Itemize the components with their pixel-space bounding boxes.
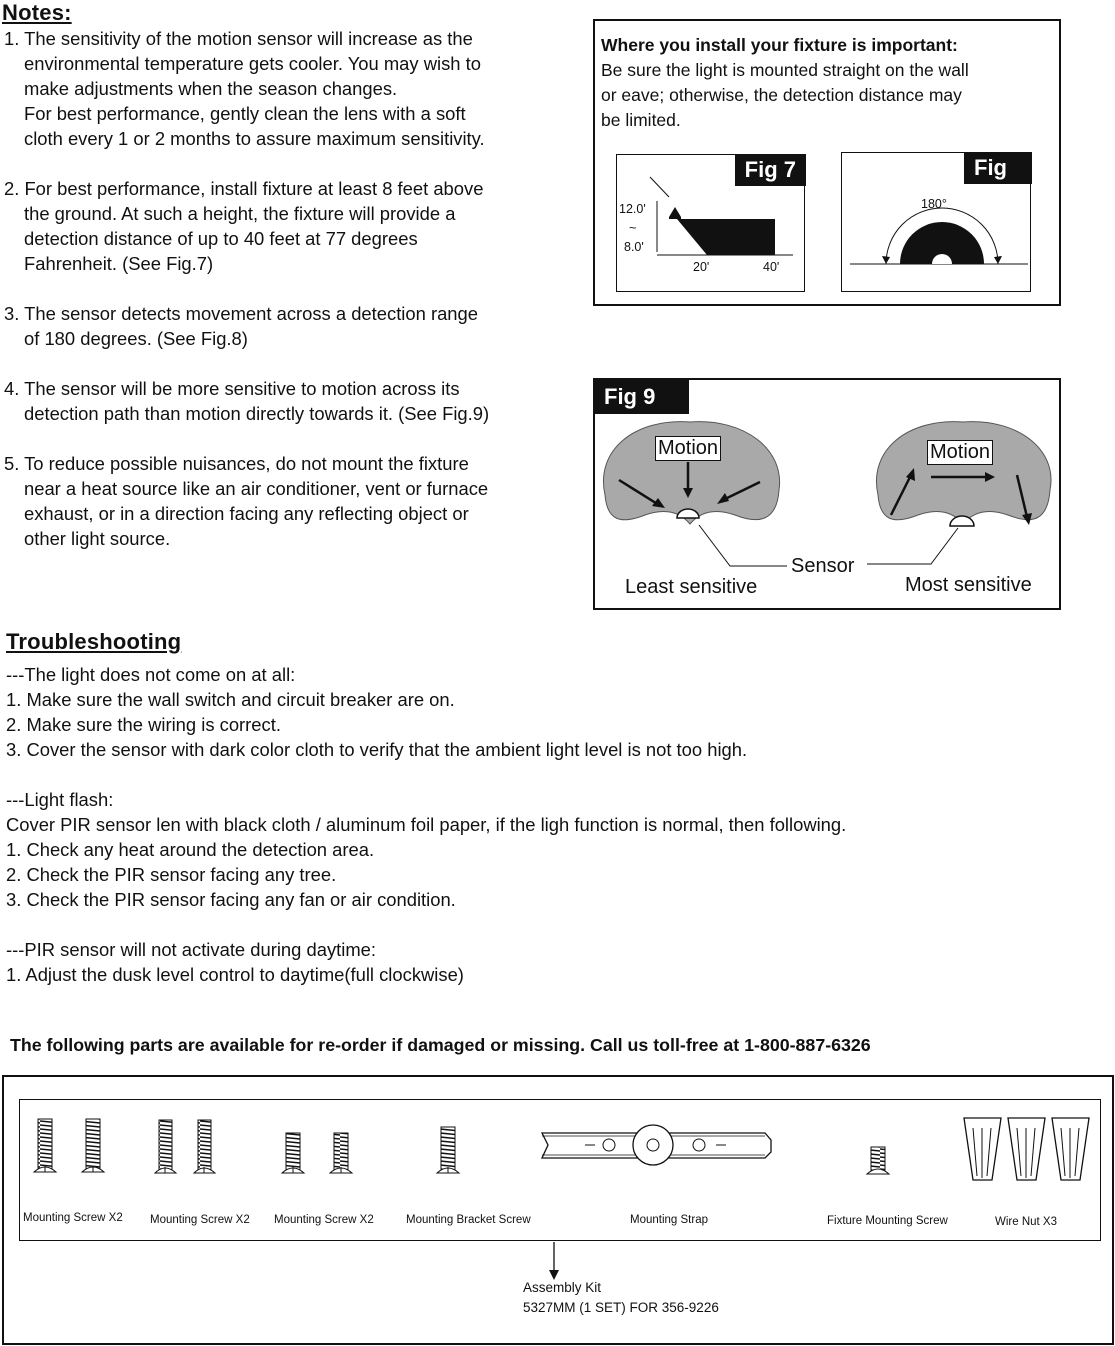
fig7-pointer-line bbox=[650, 177, 669, 197]
fig9-leader-line bbox=[867, 528, 958, 564]
fig9-leader-line bbox=[699, 525, 787, 566]
fig8-arrow-left bbox=[882, 256, 890, 264]
fig7-label: Fig 7 bbox=[735, 154, 806, 186]
fig7-panel bbox=[616, 154, 805, 292]
note-line: near a heat source like an air conditioner, vent or furnace bbox=[24, 478, 489, 499]
fig9-motion-right: Motion bbox=[927, 440, 993, 465]
ts-line: 3. Check the PIR sensor facing any fan or air condition. bbox=[6, 889, 456, 910]
fig7-detection-area bbox=[677, 219, 775, 255]
assembly-kit-info bbox=[523, 1278, 719, 1318]
note-line: 1. The sensitivity of the motion sensor will increase as the bbox=[4, 28, 473, 49]
mounting-screw-icon bbox=[155, 1120, 176, 1173]
fig7-approx: ~ bbox=[629, 221, 637, 235]
kit-part-number: 5327MM (1 SET) FOR 356-9226 bbox=[523, 1300, 719, 1315]
part-label: Fixture Mounting Screw bbox=[827, 1215, 948, 1227]
ts-line bbox=[6, 762, 1056, 787]
fig7-distance-far: 40' bbox=[763, 260, 780, 274]
parts-heading: The following parts are available for re-order if damaged or missing. Call us toll-free at 1-800-887-6326 bbox=[10, 1035, 871, 1055]
note-line: of 180 degrees. (See Fig.8) bbox=[24, 328, 248, 349]
mounting-bracket-screw-icon bbox=[437, 1127, 459, 1173]
note-line: the ground. At such a height, the fixture will provide a bbox=[24, 203, 456, 224]
note-line: Fahrenheit. (See Fig.7) bbox=[24, 253, 214, 274]
ts-line: ---PIR sensor will not activate during daytime: bbox=[6, 939, 376, 960]
part-label: Wire Nut X3 bbox=[995, 1216, 1057, 1228]
ts-line: 2. Make sure the wiring is correct. bbox=[6, 714, 281, 735]
note-item bbox=[4, 26, 564, 151]
fig8-angle: 180° bbox=[921, 197, 947, 211]
note-line: detection path than motion directly towards it. (See Fig.9) bbox=[24, 403, 490, 424]
parts-inner-box bbox=[19, 1099, 1101, 1241]
part-label: Mounting Screw X2 bbox=[274, 1214, 374, 1226]
note-line: exhaust, or in a direction facing any reflecting object or bbox=[24, 503, 469, 524]
fig9-motion-left: Motion bbox=[655, 436, 721, 461]
wire-nut-icon bbox=[1008, 1118, 1045, 1180]
fig9-most-sensitive: Most sensitive bbox=[905, 574, 1032, 596]
part-label: Mounting Screw X2 bbox=[150, 1214, 250, 1226]
notes-list bbox=[4, 26, 564, 551]
note-line: cloth every 1 or 2 months to assure maximum sensitivity. bbox=[24, 128, 485, 149]
ts-line: 1. Check any heat around the detection area. bbox=[6, 839, 375, 860]
ts-line: 1. Make sure the wall switch and circuit breaker are on. bbox=[6, 689, 455, 710]
ts-line: ---The light does not come on at all: bbox=[6, 664, 296, 685]
mounting-screw-icon bbox=[82, 1119, 104, 1172]
note-line: 2. For best performance, install fixture at least 8 feet above bbox=[4, 178, 484, 199]
ts-line: 2. Check the PIR sensor facing any tree. bbox=[6, 864, 337, 885]
ts-line bbox=[6, 912, 1056, 937]
mounting-screw-icon bbox=[330, 1133, 352, 1173]
install-text bbox=[601, 58, 969, 133]
mounting-screw-icon bbox=[282, 1133, 304, 1173]
notes-heading: Notes: bbox=[2, 0, 72, 25]
fig8-arrow-right bbox=[994, 256, 1002, 264]
note-line: environmental temperature gets cooler. You may wish to bbox=[24, 53, 481, 74]
note-line: other light source. bbox=[24, 528, 171, 549]
note-line: make adjustments when the season changes. bbox=[24, 78, 398, 99]
parts-outer-box bbox=[2, 1075, 1114, 1345]
note-item bbox=[4, 451, 564, 551]
fig7-fixture-icon bbox=[669, 207, 681, 219]
note-line: detection distance of up to 40 feet at 77 degrees bbox=[24, 228, 418, 249]
wire-nut-icon bbox=[1052, 1118, 1089, 1180]
note-item bbox=[4, 301, 564, 351]
install-line: be limited. bbox=[601, 110, 681, 130]
arrow-down-icon bbox=[544, 1242, 564, 1282]
troubleshooting-list bbox=[6, 662, 1056, 987]
fig7-height-low: 8.0' bbox=[624, 240, 644, 254]
kit-line: Assembly Kit bbox=[523, 1280, 602, 1295]
part-label: Mounting Bracket Screw bbox=[406, 1214, 531, 1226]
note-line: 5. To reduce possible nuisances, do not mount the fixture bbox=[4, 453, 469, 474]
install-box bbox=[593, 19, 1061, 306]
mounting-screw-icon bbox=[34, 1119, 56, 1172]
fig9-sensor-label: Sensor bbox=[791, 555, 855, 577]
part-label: Mounting Screw X2 bbox=[23, 1212, 123, 1224]
note-line: 4. The sensor will be more sensitive to motion across its bbox=[4, 378, 460, 399]
mounting-strap-icon bbox=[542, 1125, 771, 1165]
fig9-least-sensitive: Least sensitive bbox=[625, 576, 758, 598]
install-line: Be sure the light is mounted straight on the wall bbox=[601, 60, 969, 80]
mounting-screw-icon bbox=[194, 1120, 215, 1173]
fig8-diagram bbox=[842, 153, 1029, 290]
fig7-distance-near: 20' bbox=[693, 260, 710, 274]
note-item bbox=[4, 376, 564, 426]
troubleshooting-heading: Troubleshooting bbox=[6, 629, 182, 654]
note-line: For best performance, gently clean the lens with a soft bbox=[24, 103, 466, 124]
fixture-mounting-screw-icon bbox=[867, 1147, 889, 1174]
fig9-box bbox=[593, 378, 1061, 610]
note-line: 3. The sensor detects movement across a detection range bbox=[4, 303, 478, 324]
note-item bbox=[4, 176, 564, 276]
ts-line: 1. Adjust the dusk level control to daytime(full clockwise) bbox=[6, 964, 464, 985]
ts-line: 3. Cover the sensor with dark color cloth to verify that the ambient light level is not too high. bbox=[6, 739, 748, 760]
install-title: Where you install your fixture is important: bbox=[601, 35, 958, 55]
install-line: or eave; otherwise, the detection distance may bbox=[601, 85, 962, 105]
fig9-label: Fig 9 bbox=[594, 379, 689, 414]
ts-line: Cover PIR sensor len with black cloth / aluminum foil paper, if the ligh function is normal, then following. bbox=[6, 814, 847, 835]
fig8-panel bbox=[841, 152, 1031, 292]
wire-nut-icon bbox=[964, 1118, 1001, 1180]
fig7-height-high: 12.0' bbox=[619, 202, 646, 216]
fig8-label: Fig 8 bbox=[964, 152, 1032, 184]
part-label: Mounting Strap bbox=[630, 1214, 708, 1226]
ts-line: ---Light flash: bbox=[6, 789, 114, 810]
